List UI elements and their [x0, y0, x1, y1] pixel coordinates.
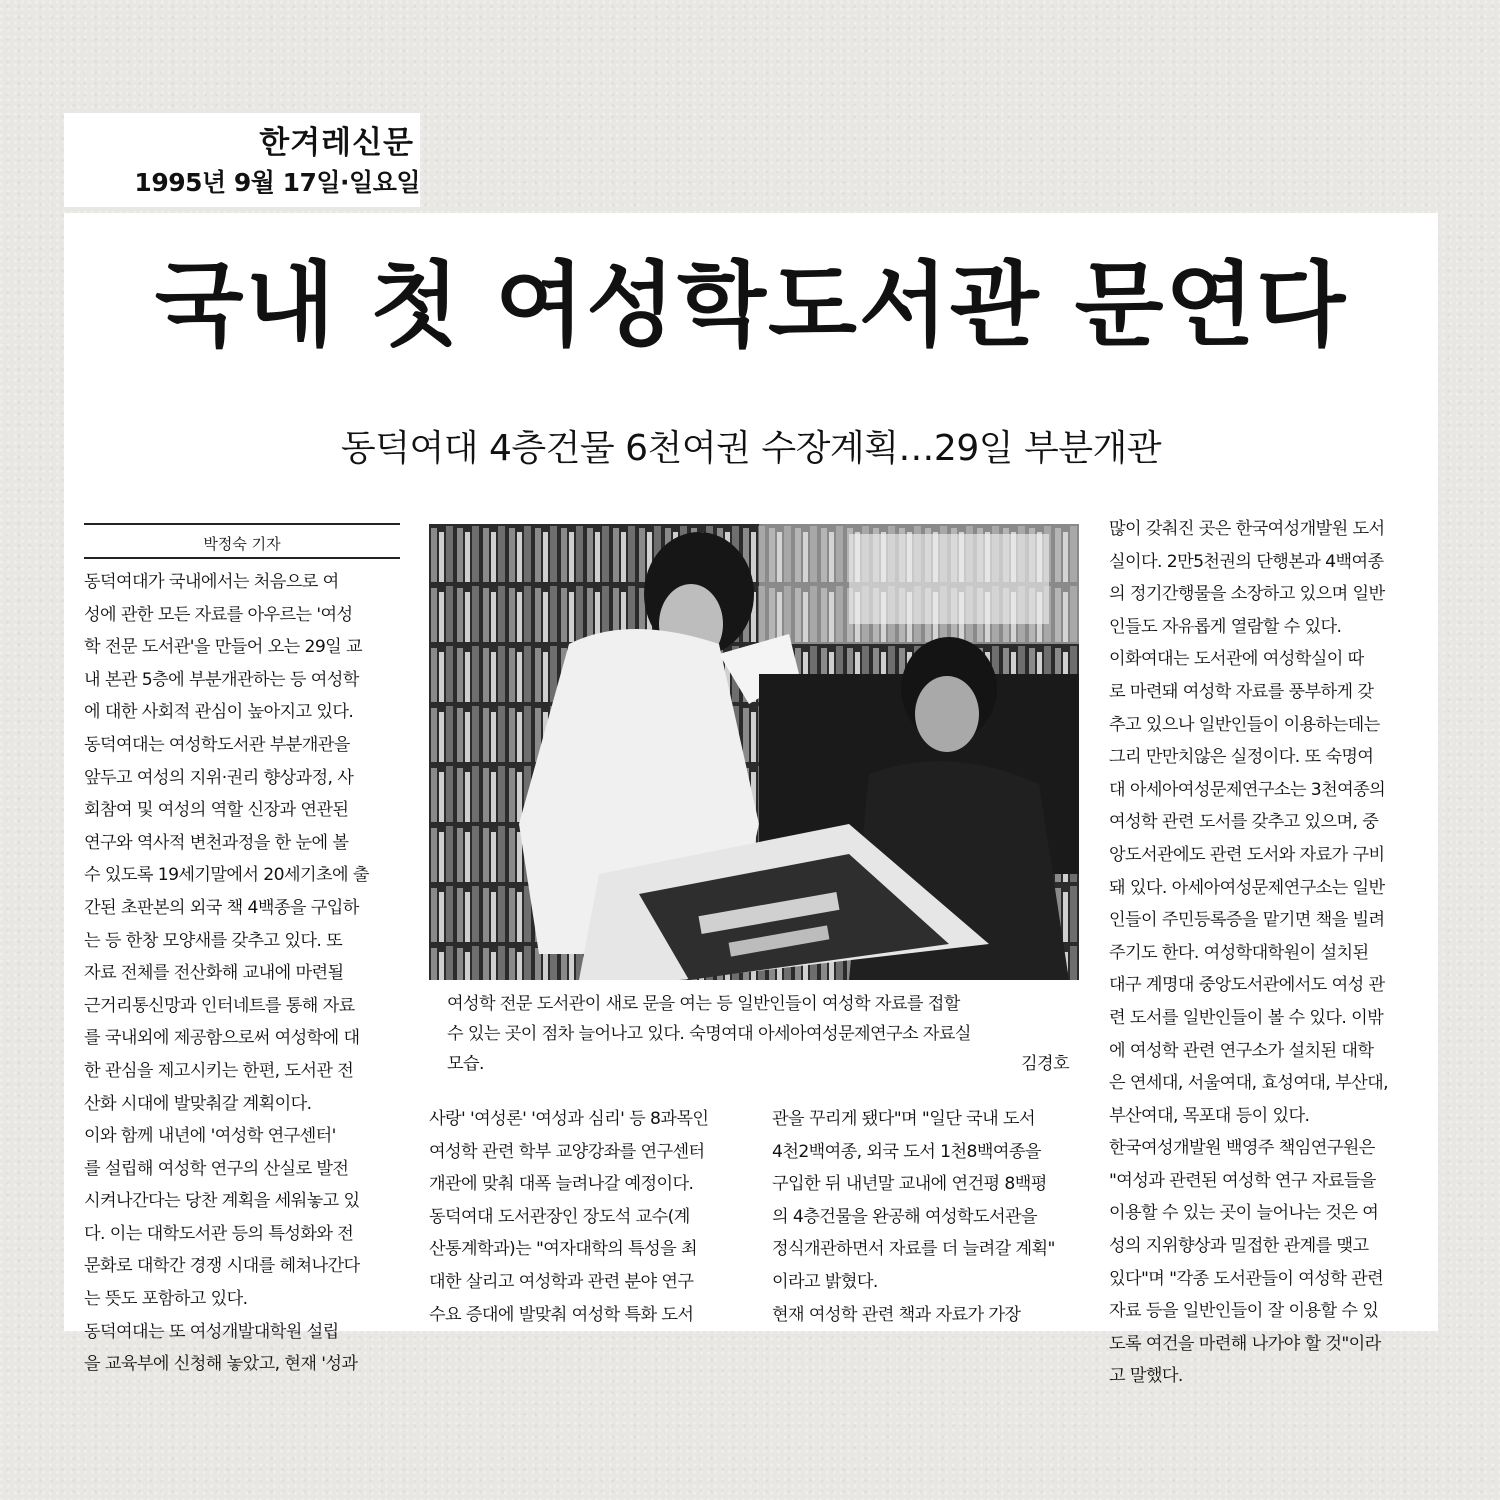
article-line: 대한 살리고 여성학과 관련 분야 연구	[429, 1271, 694, 1292]
article-line: 한 관심을 제고시키는 한편, 도서관 전	[84, 1060, 354, 1081]
publication-date: 1995년 9월 17일·일요일	[134, 168, 420, 197]
article-line: 이라고 밝혔다.	[772, 1271, 878, 1292]
article-line: 성에 관한 모든 자료를 아우르는 '여성	[84, 604, 353, 625]
article-column-2	[429, 1103, 747, 1331]
article-line: 주기도 한다. 여성학대학원이 설치된	[1109, 942, 1369, 963]
article-line: 구입한 뒤 내년말 교내에 연건평 8백평	[772, 1174, 1047, 1195]
article-line: 다. 이는 대학도서관 등의 특성화와 전	[84, 1223, 354, 1244]
article-line: 개관에 맞춰 대폭 늘려나갈 예정이다.	[429, 1174, 694, 1195]
article-line: 한국여성개발원 백영주 책임연구원은	[1109, 1138, 1375, 1159]
article-line: 성의 지위향상과 밀접한 관계를 맺고	[1109, 1236, 1369, 1257]
article-line: 련 도서를 일반인들이 볼 수 있다. 이밖	[1109, 1007, 1384, 1028]
article-line: 을 교육부에 신청해 놓았고, 현재 '성과	[84, 1354, 358, 1375]
article-line: 그리 만만치않은 실정이다. 또 숙명여	[1109, 747, 1374, 768]
byline: 박정숙 기자	[203, 535, 281, 553]
news-photo	[429, 524, 1079, 980]
article-line: 실이다. 2만5천권의 단행본과 4백여종	[1109, 551, 1384, 572]
article-clipping	[64, 213, 1438, 1387]
article-line: 도록 여건을 마련해 나가야 할 것"이라	[1109, 1333, 1381, 1354]
article-line: 이화여대는 도서관에 여성학실이 따	[1109, 649, 1364, 670]
byline-rule-top	[84, 523, 400, 525]
article-line: 에 여성학 관련 연구소가 설치된 대학	[1109, 1040, 1374, 1061]
article-line: 여성학 관련 도서를 갖추고 있으며, 중	[1109, 812, 1379, 833]
article-line: 학 전문 도서관'을 만들어 오는 29일 교	[84, 637, 363, 658]
article-line: 근거리통신망과 인터네트를 통해 자료	[84, 995, 355, 1016]
article-line: 산통계학과)는 "여자대학의 특성을 최	[429, 1239, 698, 1260]
article-line: 에 대한 사회적 관심이 높아지고 있다.	[84, 702, 354, 723]
article-line: 있다"며 "각종 도서관들이 여성학 관련	[1109, 1268, 1384, 1289]
article-line: 산화 시대에 발맞춰갈 계획이다.	[84, 1093, 312, 1114]
article-line: 이용할 수 있는 곳이 늘어나는 것은 여	[1109, 1203, 1379, 1224]
article-line: 대구 계명대 중앙도서관에서도 여성 관	[1109, 975, 1385, 996]
article-line: 자료 전체를 전산화해 교내에 마련될	[84, 963, 344, 984]
article-line: 대 아세아여성문제연구소는 3천여종의	[1109, 779, 1386, 800]
article-line: "여성과 관련된 여성학 연구 자료들을	[1109, 1170, 1376, 1191]
library-photo-image	[429, 524, 1079, 980]
article-line: 회참여 및 여성의 역할 신장과 연관된	[84, 800, 349, 821]
photo-caption	[447, 989, 1069, 1079]
article-line: 앞두고 여성의 지위·권리 향상과정, 사	[84, 767, 354, 788]
caption-line: 여성학 전문 도서관이 새로 문을 여는 등 일반인들이 여성학 자료를 접할	[447, 994, 960, 1014]
article-line: 은 연세대, 서울여대, 효성여대, 부산대,	[1109, 1073, 1388, 1094]
article-line: 자료 등을 일반인들이 잘 이용할 수 있	[1109, 1301, 1379, 1322]
article-line: 동덕여대는 여성학도서관 부분개관을	[84, 734, 350, 755]
article-line: 이와 함께 내년에 '여성학 연구센터'	[84, 1126, 336, 1147]
article-line: 내 본관 5층에 부분개관하는 등 여성학	[84, 669, 359, 690]
article-line: 고 말했다.	[1109, 1366, 1183, 1387]
article-line: 동덕여대 도서관장인 장도석 교수(계	[429, 1206, 690, 1227]
article-line: 여성학 관련 학부 교양강좌를 연구센터	[429, 1141, 705, 1162]
article-line: 돼 있다. 아세아여성문제연구소는 일반	[1109, 877, 1385, 898]
article-column-1	[84, 566, 404, 1381]
article-line: 시켜나간다는 당찬 계획을 세워놓고 있	[84, 1191, 360, 1212]
article-line: 정식개관하면서 자료를 더 늘려갈 계획"	[772, 1239, 1055, 1260]
article-column-4	[1109, 513, 1427, 1393]
article-line: 많이 갖춰진 곳은 한국여성개발원 도서	[1109, 519, 1385, 539]
article-line: 간된 초판본의 외국 책 4백종을 구입하	[84, 897, 359, 918]
article-line: 는 등 한창 모양새를 갖추고 있다. 또	[84, 930, 343, 951]
caption-line: 수 있는 곳이 점차 늘어나고 있다. 숙명여대 아세아여성문제연구소 자료실	[447, 1024, 971, 1044]
article-line: 인들이 주민등록증을 맡기면 책을 빌려	[1109, 910, 1385, 931]
article-line: 로 마련돼 여성학 자료를 풍부하게 갖	[1109, 681, 1374, 702]
article-line: 문화로 대학간 경쟁 시대를 헤쳐나간다	[84, 1256, 360, 1277]
masthead	[64, 113, 420, 207]
article-line: 수 있도록 19세기말에서 20세기초에 출	[84, 865, 369, 886]
subheadline: 동덕여대 4층건물 6천여권 수장계획…29일 부분개관	[340, 428, 1162, 469]
article-line: 수요 증대에 발맞춰 여성학 특화 도서	[429, 1304, 694, 1325]
article-column-3	[772, 1103, 1090, 1331]
article-line: 를 설립해 여성학 연구의 산실로 발전	[84, 1158, 349, 1179]
article-line: 추고 있으나 일반인들이 이용하는데는	[1109, 714, 1380, 735]
article-line: 관을 꾸리게 됐다"며 "일단 국내 도서	[772, 1109, 1035, 1129]
article-line: 동덕여대가 국내에서는 처음으로 여	[84, 572, 339, 592]
article-line: 현재 여성학 관련 책과 자료가 가장	[772, 1304, 1021, 1325]
newspaper-name: 한겨레신문	[259, 125, 414, 161]
article-line: 를 국내외에 제공함으로써 여성학에 대	[84, 1028, 360, 1049]
article-line: 앙도서관에도 관련 도서와 자료가 구비	[1109, 844, 1385, 865]
article-line: 연구와 역사적 변천과정을 한 눈에 볼	[84, 832, 349, 853]
article-line: 동덕여대는 또 여성개발대학원 설립	[84, 1321, 339, 1342]
article-line: 의 4층건물을 완공해 여성학도서관을	[772, 1206, 1037, 1227]
article-line: 의 정기간행물을 소장하고 있으며 일반	[1109, 584, 1385, 605]
article-line: 사랑' '여성론' '여성과 심리' 등 8과목인	[429, 1109, 709, 1129]
caption-line: 모습.	[447, 1054, 484, 1074]
article-line: 인들도 자유롭게 열람할 수 있다.	[1109, 616, 1342, 637]
photo-credit: 김경호	[1020, 1054, 1069, 1074]
article-line: 4천2백여종, 외국 도서 1천8백여종을	[772, 1141, 1041, 1162]
article-line: 는 뜻도 포함하고 있다.	[84, 1289, 248, 1310]
article-line: 부산여대, 목포대 등이 있다.	[1109, 1105, 1310, 1126]
byline-rule-bottom	[84, 557, 400, 559]
headline: 국내 첫 여성학도서관 문연다	[154, 251, 1348, 359]
